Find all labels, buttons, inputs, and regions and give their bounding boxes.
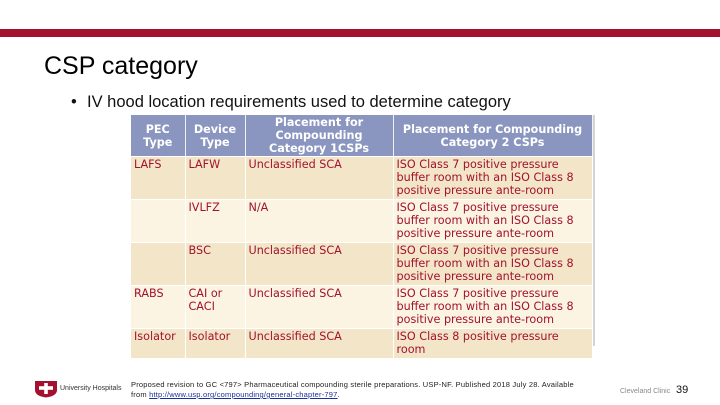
citation-text: Proposed revision to GC <797> Pharmaceutical compounding sterile preparations. USP-NF. Published 2018 July 28. Available from: [131, 380, 574, 399]
page-number: 39: [676, 384, 689, 396]
header-device-type: Device Type: [185, 115, 245, 157]
header-category-2: Placement for Compounding Category 2 CSPs: [393, 115, 592, 157]
cell-category-1: N/A: [245, 200, 393, 243]
cell-category-1: Unclassified SCA: [245, 243, 393, 286]
header-category-1: Placement for Compounding Category 1CSPs: [245, 115, 393, 157]
cell-category-2: ISO Class 8 positive pressure room: [393, 329, 592, 359]
cell-pec-type: Isolator: [131, 329, 185, 359]
cell-category-1: Unclassified SCA: [245, 286, 393, 329]
table-row: [131, 200, 592, 243]
citation-link[interactable]: http://www.usp.org/compounding/general-chapter-797: [149, 390, 338, 399]
citation-end: .: [337, 390, 340, 399]
cell-pec-type: RABS: [131, 286, 185, 329]
table-row: [131, 157, 592, 200]
cell-category-2: ISO Class 7 positive pressure buffer room with an ISO Class 8 positive pressure ante-room: [393, 200, 592, 243]
cell-device-type: Isolator: [185, 329, 245, 359]
cell-pec-type: [131, 200, 185, 243]
university-hospitals-logo-icon: [33, 380, 59, 398]
table-row: [131, 329, 592, 359]
cell-pec-type: [131, 243, 185, 286]
cell-category-2: ISO Class 7 positive pressure buffer room with an ISO Class 8 positive pressure ante-room: [393, 157, 592, 200]
slide-title: CSP category: [44, 52, 198, 80]
table-row: [131, 286, 592, 329]
citation: [131, 380, 586, 400]
bullet-item: [71, 93, 511, 112]
cell-device-type: BSC: [185, 243, 245, 286]
table-header-row: [131, 115, 592, 157]
logo-text: University Hospitals: [60, 385, 122, 392]
cell-category-1: Unclassified SCA: [245, 329, 393, 359]
cell-device-type: IVLFZ: [185, 200, 245, 243]
bullet-dot-icon: •: [71, 93, 77, 111]
hood-placement-table: [131, 115, 595, 356]
bullet-text: IV hood location requirements used to determine category: [87, 93, 511, 111]
cell-device-type: CAI or CACI: [185, 286, 245, 329]
cell-category-1: Unclassified SCA: [245, 157, 393, 200]
table-row: [131, 243, 592, 286]
partner-logo-text: Cleveland Clinic: [620, 388, 671, 395]
top-accent-bar: [0, 29, 720, 37]
header-pec-type: PEC Type: [131, 115, 185, 157]
cell-pec-type: LAFS: [131, 157, 185, 200]
cell-device-type: LAFW: [185, 157, 245, 200]
cell-category-2: ISO Class 7 positive pressure buffer room with an ISO Class 8 positive pressure ante-room: [393, 286, 592, 329]
cell-category-2: ISO Class 7 positive pressure buffer room with an ISO Class 8 positive pressure ante-room: [393, 243, 592, 286]
